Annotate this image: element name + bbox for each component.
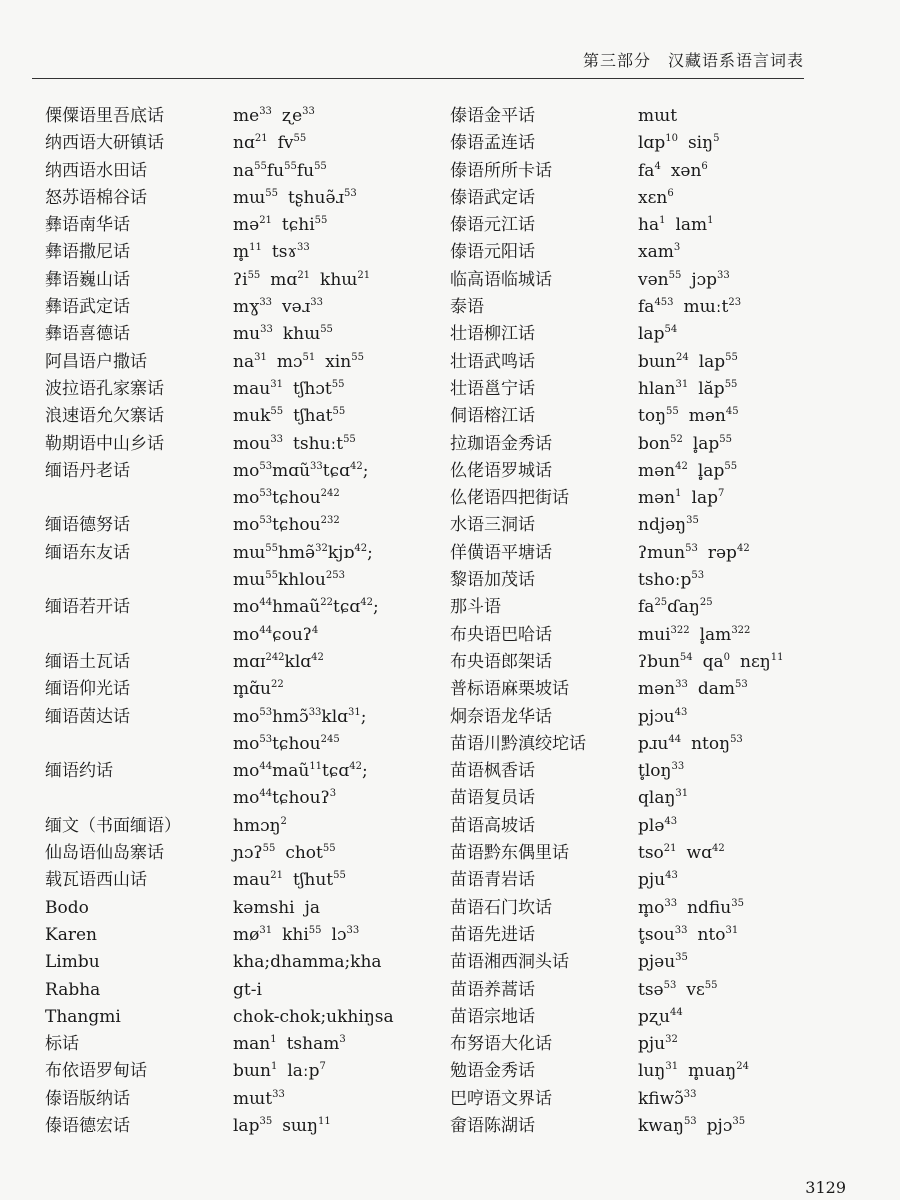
word-form: pjɔu$^{43}$ (638, 706, 688, 727)
language-name: 炯奈语龙华话 (450, 706, 552, 727)
word-form: mɯ$^{55}$khlou$^{253}$ (233, 570, 345, 591)
vocab-entry (45, 130, 445, 157)
vocab-entry (450, 758, 860, 785)
word-form: $mo^{53}mɑũ^{33}tɕɑ^{42}$; (233, 460, 369, 481)
word-form: mɯ$^{55}$ tʂhuə̃ɹ$^{53}$ (233, 187, 357, 208)
language-name: 傈僳语里吾底话 (45, 106, 164, 126)
language-name: 布努语大化话 (450, 1034, 552, 1055)
vocab-entry (45, 676, 445, 703)
left-column (45, 103, 445, 1140)
language-name: 浪速语允欠寨话 (45, 406, 164, 427)
word-form: mɯ$^{55}$hmə̃$^{32}$kjɒ$^{42}$; (233, 542, 373, 563)
vocab-entry (450, 130, 860, 157)
language-name: 傣语元阳话 (450, 242, 535, 263)
word-form: mau$^{21}$ tʃhut$^{55}$ (233, 870, 346, 891)
vocab-entry (450, 785, 860, 812)
word-form: $ha^1$ lam$^1$ (638, 215, 714, 236)
header-rule (32, 78, 804, 79)
language-name: 那斗语 (450, 597, 501, 618)
language-name: 纳西语水田话 (45, 160, 147, 181)
language-name: 苗语石门坎话 (450, 897, 552, 918)
word-form: vən$^{55}$ jɔp$^{33}$ (638, 269, 730, 290)
page-number: 3129 (805, 1178, 846, 1197)
vocab-entry (450, 239, 860, 266)
word-forms (638, 158, 708, 185)
vocab-entry (450, 704, 860, 731)
word-forms (638, 785, 688, 812)
word-form: ʔmun$^{53}$ rəp$^{42}$ (638, 542, 750, 563)
vocab-entry (45, 704, 445, 759)
word-form: mən$^{33}$ dam$^{53}$ (638, 679, 748, 700)
language-name: 彝语撒尼话 (45, 242, 130, 263)
language-name: 壮语柳江话 (450, 324, 535, 345)
language-name: 黎语加茂话 (450, 570, 535, 591)
language-name: 缅语约话 (45, 761, 113, 782)
language-name: 傣语元江话 (450, 215, 535, 236)
word-forms (638, 594, 713, 621)
vocab-entry (45, 158, 445, 185)
word-form: $mu^{33}$ khɯ$^{55}$ (233, 324, 333, 345)
word-form: chok-chok;ukhiŋsa (233, 1006, 394, 1027)
vocab-entry (450, 1058, 860, 1085)
vocab-entry (450, 813, 860, 840)
language-name: Karen (45, 924, 97, 945)
word-form: ndjəŋ$^{35}$ (638, 515, 699, 536)
word-form: lap$^{54}$ (638, 324, 678, 345)
word-form: mɯt (638, 106, 678, 126)
language-name: 苗语湘西洞头话 (450, 952, 569, 973)
word-forms (638, 267, 730, 294)
word-form: mən$^1$ lap$^7$ (638, 488, 725, 509)
word-forms (638, 130, 719, 157)
word-form: $mø^{31}$ khi$^{55}$ lɔ$^{33}$ (233, 924, 360, 945)
word-forms (638, 431, 732, 458)
vocab-entry (450, 349, 860, 376)
word-forms (233, 895, 320, 922)
language-name: 侗语榕江话 (450, 406, 535, 427)
word-form: $na^{31}$ mɔ$^{51}$ xin$^{55}$ (233, 351, 364, 372)
word-forms (233, 977, 262, 1004)
language-name: 苗语青岩话 (450, 870, 535, 891)
word-form: bɯn$^{24}$ lap$^{55}$ (638, 351, 738, 372)
word-form: pju$^{32}$ (638, 1034, 678, 1055)
vocab-entry (450, 676, 860, 703)
word-forms (638, 949, 688, 976)
word-forms (638, 622, 750, 649)
word-forms (638, 704, 687, 731)
language-name: 壮语武鸣话 (450, 351, 535, 372)
word-forms (638, 294, 741, 321)
vocab-entry (45, 922, 445, 949)
word-forms (638, 540, 750, 567)
word-form: xam$^3$ (638, 242, 681, 263)
vocab-entry (45, 267, 445, 294)
running-header: 第三部分 汉藏语系语言词表 (582, 51, 804, 70)
word-form: gt-i (233, 979, 262, 1000)
word-forms (638, 239, 680, 266)
language-name: Bodo (45, 897, 89, 918)
language-name: 布央语巴哈话 (450, 624, 552, 645)
word-form: $m̥ɑ̃u^{22}$ (233, 679, 284, 700)
language-name: 怒苏语棉谷话 (45, 187, 147, 208)
word-forms (233, 649, 324, 676)
vocab-entry (450, 1113, 860, 1140)
vocab-entry (450, 376, 860, 403)
word-forms (233, 239, 310, 266)
vocab-entry (450, 1086, 860, 1113)
word-forms (233, 1004, 394, 1031)
language-name: 波拉语孔家寨话 (45, 378, 164, 399)
word-forms (233, 349, 364, 376)
word-forms (638, 376, 737, 403)
word-form: tsə$^{53}$ vɛ$^{55}$ (638, 979, 718, 1000)
word-form: pɹu$^{44}$ ntoŋ$^{53}$ (638, 733, 743, 754)
word-forms (233, 130, 306, 157)
word-forms (233, 949, 382, 976)
word-form: xɛn$^6$ (638, 187, 674, 208)
vocab-entry (45, 1086, 445, 1113)
word-form: m̥$^{11}$ tsɤ$^{33}$ (233, 242, 310, 263)
word-forms (233, 103, 315, 130)
vocab-entry (450, 622, 860, 649)
word-forms (638, 1031, 678, 1058)
vocab-entry (45, 349, 445, 376)
word-forms (638, 1113, 745, 1140)
word-forms (638, 676, 748, 703)
vocab-entry (45, 212, 445, 239)
word-form: lɑp$^{10}$ siŋ$^5$ (638, 133, 720, 154)
word-forms (233, 431, 356, 458)
vocab-entry (450, 731, 860, 758)
language-name: 苗语宗地话 (450, 1006, 535, 1027)
word-form: mɑɪ$^{242}$klɑ$^{42}$ (233, 651, 324, 672)
word-forms (233, 676, 284, 703)
word-forms (233, 267, 370, 294)
word-forms (233, 376, 344, 403)
language-name: 缅文（书面缅语） (45, 815, 181, 836)
word-form: $mo^{53}tɕhou^{242}$ (233, 488, 340, 509)
word-form: $na^{55}fu^{55}fu^{55}$ (233, 160, 327, 181)
word-form: kha;dhamma;kha (233, 952, 382, 973)
word-forms (638, 349, 738, 376)
vocab-entry (45, 977, 445, 1004)
word-forms (233, 922, 359, 949)
vocab-entry (45, 895, 445, 922)
vocab-entry (45, 758, 445, 813)
vocab-entry (450, 403, 860, 430)
vocab-entry (450, 949, 860, 976)
word-form: kəmshi ja (233, 897, 320, 918)
language-name: 标话 (45, 1034, 79, 1055)
word-forms (233, 813, 287, 840)
language-name: 缅语仰光话 (45, 679, 130, 700)
word-forms (638, 512, 699, 539)
word-form: ɲɔʔ$^{55}$ chot$^{55}$ (233, 843, 336, 864)
vocab-entry (45, 431, 445, 458)
vocab-entry (450, 321, 860, 348)
vocab-entry (45, 185, 445, 212)
right-column (450, 103, 860, 1140)
word-form: pʐu$^{44}$ (638, 1006, 683, 1027)
word-form: hmɔŋ$^2$ (233, 815, 287, 836)
vocab-entry (450, 185, 860, 212)
vocab-entry (45, 1113, 445, 1140)
vocab-entry (45, 294, 445, 321)
word-forms (233, 185, 357, 212)
language-name: Thangmi (45, 1006, 121, 1027)
word-forms (638, 185, 674, 212)
vocab-entry (45, 1004, 445, 1031)
word-form: $fa^{25}ɗaŋ^{25}$ (638, 597, 713, 618)
word-form: $m̥o^{33}$ ndfiu$^{35}$ (638, 897, 744, 918)
language-name: 水语三洞话 (450, 515, 535, 536)
vocab-entry (450, 540, 860, 567)
language-name: 苗语黔东偶里话 (450, 843, 569, 864)
word-forms (233, 212, 327, 239)
word-forms (233, 458, 369, 513)
vocab-entry (450, 103, 860, 130)
word-form: mən$^{42}$ $l̥ap^{55}$ (638, 460, 738, 481)
word-forms (638, 485, 724, 512)
language-name: 苗语川黔滇绞坨话 (450, 733, 586, 754)
language-name: 佯僙语平塘话 (450, 542, 552, 563)
word-form: toŋ$^{55}$ mən$^{45}$ (638, 406, 739, 427)
word-forms (638, 212, 714, 239)
vocab-entry (450, 267, 860, 294)
language-name: 缅语土瓦话 (45, 651, 130, 672)
word-forms (638, 321, 677, 348)
word-forms (233, 512, 340, 539)
language-name: 仙岛语仙岛寨话 (45, 843, 164, 864)
word-forms (233, 158, 327, 185)
vocab-entry (45, 103, 445, 130)
word-form: pjəu$^{35}$ (638, 952, 688, 973)
vocab-entry (45, 813, 445, 840)
word-form: mə$^{21}$ tɕhi$^{55}$ (233, 215, 328, 236)
word-forms (638, 813, 677, 840)
word-form: $fa^4$ xən$^6$ (638, 160, 708, 181)
word-form: lap$^{35}$ sɯŋ$^{11}$ (233, 1115, 331, 1136)
word-forms (233, 1058, 326, 1085)
word-form: tso$^{21}$ wɑ$^{42}$ (638, 843, 725, 864)
vocab-entry (45, 321, 445, 348)
vocab-entry (450, 977, 860, 1004)
language-name: 苗语养蒿话 (450, 979, 535, 1000)
language-name: 缅语丹老话 (45, 460, 130, 481)
word-form: t̥sou$^{33}$ nto$^{31}$ (638, 924, 739, 945)
word-form: bon$^{52}$ $l̥ap^{55}$ (638, 433, 733, 454)
language-name: 傣语孟连话 (450, 133, 535, 154)
word-form: luŋ$^{31}$ m̥uaŋ$^{24}$ (638, 1061, 749, 1082)
word-form: mau$^{31}$ tʃhɔt$^{55}$ (233, 378, 345, 399)
language-name: 傣语武定话 (450, 187, 535, 208)
vocab-entry (45, 239, 445, 266)
vocab-entry (450, 840, 860, 867)
word-forms (233, 1031, 346, 1058)
word-form: qlaŋ$^{31}$ (638, 788, 689, 809)
language-name: 纳西语大研镇话 (45, 133, 164, 154)
vocab-entry (45, 458, 445, 513)
language-name: 缅语德努话 (45, 515, 130, 536)
word-forms (638, 922, 738, 949)
language-name: 彝语喜德话 (45, 324, 130, 345)
word-form: bɯn$^1$ laːp$^7$ (233, 1061, 326, 1082)
vocab-entry (45, 649, 445, 676)
language-name: 缅语东友话 (45, 542, 130, 563)
vocab-entry (45, 403, 445, 430)
language-name: 彝语武定话 (45, 297, 130, 318)
word-form: $mo^{53}tɕhou^{232}$ (233, 515, 340, 536)
vocab-entry (45, 1058, 445, 1085)
language-name: 泰语 (450, 297, 484, 318)
word-form: $me^{33}$ ʐe$^{33}$ (233, 106, 315, 126)
vocab-entry (45, 1031, 445, 1058)
word-form: muk$^{55}$ tʃhat$^{55}$ (233, 406, 346, 427)
language-name: 傣语版纳话 (45, 1088, 130, 1109)
language-name: 阿昌语户撒话 (45, 351, 147, 372)
vocab-entry (450, 567, 860, 594)
word-forms (638, 731, 743, 758)
word-forms (638, 840, 725, 867)
language-name: 仫佬语四把街话 (450, 488, 569, 509)
word-form: kwaŋ$^{53}$ pjɔ$^{35}$ (638, 1115, 746, 1136)
language-name: Limbu (45, 952, 100, 973)
word-forms (233, 1113, 331, 1140)
language-name: 苗语复员话 (450, 788, 535, 809)
vocab-entry (45, 540, 445, 595)
word-form: t̥loŋ$^{33}$ (638, 761, 685, 782)
word-forms (638, 977, 718, 1004)
vocab-entry (450, 458, 860, 485)
vocab-entry (45, 594, 445, 649)
word-forms (233, 1086, 285, 1113)
word-form: tshoːp$^{53}$ (638, 570, 705, 591)
word-form: mɣ$^{33}$ vəɹ$^{33}$ (233, 297, 323, 318)
vocab-entry (45, 867, 445, 894)
language-name: 拉珈语金秀话 (450, 433, 552, 454)
language-name: 傣语金平话 (450, 106, 535, 126)
word-forms (233, 594, 379, 649)
vocab-entry (450, 922, 860, 949)
vocab-entry (450, 649, 860, 676)
word-form: mui$^{322}$ $l̥am^{322}$ (638, 624, 751, 645)
word-forms (638, 567, 704, 594)
language-name: 畲语陈湖话 (450, 1115, 535, 1136)
word-forms (638, 1058, 749, 1085)
word-forms (233, 758, 368, 813)
language-name: 缅语若开话 (45, 597, 130, 618)
word-forms (638, 867, 678, 894)
vocab-entry (45, 376, 445, 403)
vocab-entry (450, 594, 860, 621)
language-name: 布央语郎架话 (450, 651, 552, 672)
vocab-entry (450, 1031, 860, 1058)
language-name: 彝语巍山话 (45, 269, 130, 290)
word-form: $mo^{53}tɕhou^{245}$ (233, 733, 340, 754)
word-form: nɑ$^{21}$ $fv^{55}$ (233, 133, 307, 154)
vocab-entry (450, 895, 860, 922)
vocab-entry (45, 512, 445, 539)
word-form: kfiwɔ̃$^{33}$ (638, 1088, 697, 1109)
language-name: 缅语茵达话 (45, 706, 130, 727)
vocab-entry (450, 431, 860, 458)
language-name: 载瓦语西山话 (45, 870, 147, 891)
vocab-entry (450, 867, 860, 894)
language-name: 壮语邕宁话 (450, 378, 535, 399)
word-form: hlan$^{31}$ lăp$^{55}$ (638, 378, 738, 399)
word-forms (638, 458, 737, 485)
word-form: $mo^{44}hmaũ^{22}tɕɑ^{42}$; (233, 597, 379, 618)
language-name: 布依语罗甸话 (45, 1061, 147, 1082)
vocab-entry (45, 840, 445, 867)
word-form: $fa^{453}$ mɯːt$^{23}$ (638, 297, 742, 318)
word-forms (233, 294, 323, 321)
vocab-entry (450, 1004, 860, 1031)
vocab-entry (450, 485, 860, 512)
language-name: 巴哼语文界话 (450, 1088, 552, 1109)
word-forms (638, 403, 739, 430)
word-form: $mo^{44}maũ^{11}tɕɑ^{42}$; (233, 761, 368, 782)
word-forms (638, 1086, 696, 1113)
language-name: 勒期语中山乡话 (45, 433, 164, 454)
word-forms (233, 540, 373, 595)
word-form: man$^1$ tsham$^3$ (233, 1034, 346, 1055)
vocab-entry (450, 512, 860, 539)
language-name: 傣语所所卡话 (450, 160, 552, 181)
language-name: 仫佬语罗城话 (450, 460, 552, 481)
language-name: 苗语先进话 (450, 924, 535, 945)
word-form: $mo^{44}tɕhouʔ^3$ (233, 788, 337, 809)
vocab-entry (450, 158, 860, 185)
language-name: 苗语高坡话 (450, 815, 535, 836)
vocab-entry (450, 212, 860, 239)
word-form: pju$^{43}$ (638, 870, 678, 891)
vocab-entry (450, 294, 860, 321)
word-form: $mo^{53}hmɔ̃^{33}klɑ^{31}$; (233, 706, 367, 727)
word-forms (638, 649, 784, 676)
vocab-entry (45, 949, 445, 976)
word-form: ʔi$^{55}$ mɑ$^{21}$ khɯ$^{21}$ (233, 269, 371, 290)
word-form: $mo^{44}ɕouʔ^4$ (233, 624, 319, 645)
language-name: 普标语麻栗坡话 (450, 679, 569, 700)
word-form: plə$^{43}$ (638, 815, 678, 836)
language-name: 彝语南华话 (45, 215, 130, 236)
word-forms (638, 758, 684, 785)
word-form: ʔbun$^{54}$ $qa^0$ nɛŋ$^{11}$ (638, 651, 784, 672)
word-forms (233, 867, 346, 894)
word-forms (638, 895, 744, 922)
word-forms (638, 103, 677, 130)
word-forms (638, 1004, 683, 1031)
word-forms (233, 321, 333, 348)
word-forms (233, 840, 336, 867)
word-form: mɯt$^{33}$ (233, 1088, 285, 1109)
word-forms (233, 704, 367, 759)
language-name: 临高语临城话 (450, 269, 552, 290)
word-forms (233, 403, 345, 430)
language-name: Rabha (45, 979, 101, 1000)
word-form: mou$^{33}$ tshuːt$^{55}$ (233, 433, 356, 454)
language-name: 勉语金秀话 (450, 1061, 535, 1082)
language-name: 傣语德宏话 (45, 1115, 130, 1136)
language-name: 苗语枫香话 (450, 761, 535, 782)
